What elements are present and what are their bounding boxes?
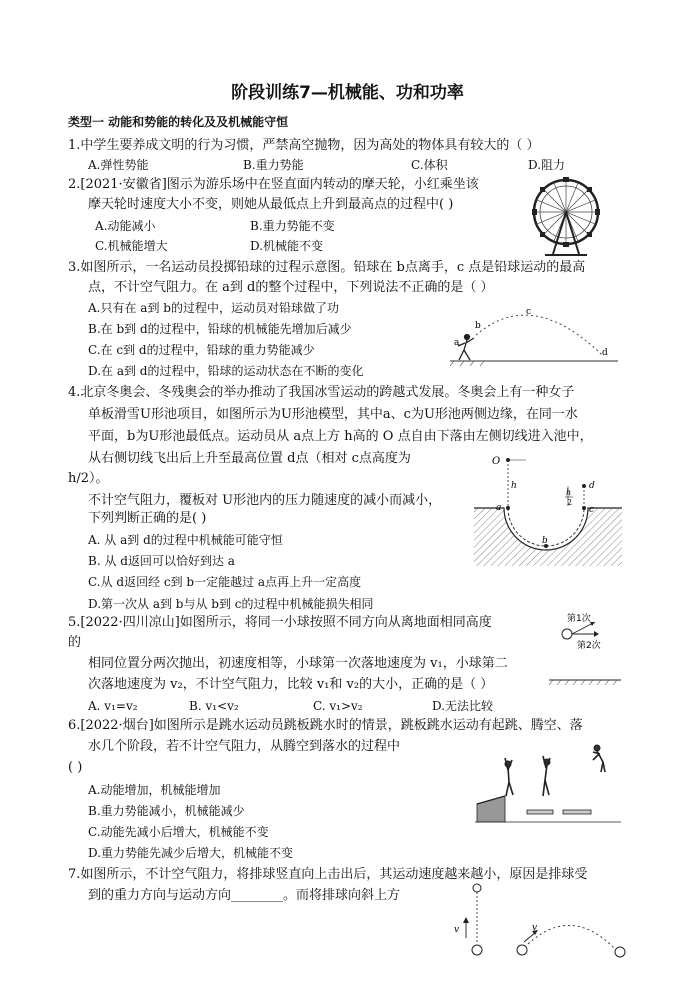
q4-option-b: B. 从 d返回可以恰好到达 a (88, 554, 235, 568)
q6-line-2: 水几个阶段，若不计空气阻力，从腾空到落水的过程中 (88, 739, 401, 754)
q4-line-2: 单板滑雪U形池项目，如图所示为U形池模型，其中a、c为U形池两侧边缘，在同一水 (88, 407, 578, 422)
q4-label-d: d (589, 481, 595, 491)
q2-line-2: 摩天轮时速度大小不变，则她从最低点上升到最高点的过程中( ) (88, 197, 454, 212)
q5-label-second: 第2次 (577, 641, 601, 651)
q1-stem: 1.中学生要养成文明的行为习惯，严禁高空抛物，因为高处的物体具有较大的（ ） (68, 138, 540, 153)
q4-option-d: D.第一次从 a到 b与从 b到 c的过程中机械能损失相同 (88, 597, 374, 611)
q7-line-2: 到的重力方向与运动方向________。而将排球向斜上方 (88, 888, 401, 903)
q5-line-2: 的 (68, 635, 82, 650)
q3-line-2: 点，不计空气阻力。在 a到 d的整个过程中，下列说法不正确的是（ ） (88, 280, 494, 295)
q4-label-c: c (589, 505, 595, 515)
q4-line-5: h/2）。 (68, 471, 109, 486)
q7-line-1: 7.如图所示，不计空气阻力，将排球竖直向上击出后，其运动速度越来越小，原因是排球受 (68, 867, 588, 882)
volleyball-figure (450, 880, 635, 960)
q1-option-d: D.阻力 (528, 158, 566, 172)
q4-label-O: O (492, 456, 501, 467)
q5-option-d: D.无法比较 (432, 699, 494, 713)
q3-label-a: a (454, 338, 460, 348)
q6-line-1: 6.[2022·烟台]如图所示是跳水运动员跳板跳水时的情景，跳板跳水运动有起跳、腾空、落 (68, 718, 583, 733)
q5-option-c: C. v₁>v₂ (313, 699, 363, 713)
q6-line-3: ( ) (68, 760, 83, 775)
q7-label-v-oblique: v (532, 923, 538, 933)
q4-option-c: C.从 d返回经 c到 b一定能越过 a点再上升一定高度 (88, 575, 362, 589)
q4-option-a: A. 从 a到 d的过程中机械能可能守恒 (88, 533, 283, 547)
q6-option-a: A.动能增加，机械能增加 (88, 783, 221, 797)
q4-line-7: 下列判断正确的是( ) (88, 511, 207, 526)
shot-put-figure (450, 305, 620, 367)
q1-option-c: C.体积 (411, 158, 448, 172)
q2-option-c: C.机械能增大 (95, 239, 168, 253)
q4-label-a: a (496, 503, 502, 513)
q4-line-3: 平面，b为U形池最低点。运动员从 a点上方 h高的 O 点自由下落由左侧切线进入池中， (88, 429, 593, 444)
q5-line-3: 相同位置分两次抛出，初速度相等，小球第一次落地速度为 v₁，小球第二 (88, 656, 508, 671)
q3-label-b: b (475, 321, 481, 331)
diving-figure (475, 738, 623, 826)
ferris-wheel-figure (525, 176, 607, 258)
q5-option-b: B. v₁<v₂ (189, 699, 239, 713)
q2-option-b: B.重力势能不变 (250, 219, 335, 233)
page-title: 阶段训练7—机械能、功和功率 (231, 83, 464, 103)
q2-option-a: A.动能减小 (95, 219, 156, 233)
q3-line-1: 3.如图所示，一名运动员投掷铅球的过程示意图。铅球在 b点离手，c 点是铅球运动的最高 (68, 260, 586, 275)
q6-option-d: D.重力势能先减少后增大，机械能不变 (88, 846, 294, 860)
q4-label-h: h (511, 481, 517, 491)
section-heading: 类型一 动能和势能的转化及及机械能守恒 (68, 115, 289, 129)
q5-line-1: 5.[2022·四川凉山]如图所示，将同一小球按照不同方向从离地面相同高度 (68, 615, 492, 630)
q1-option-b: B.重力势能 (243, 158, 304, 172)
q2-option-d: D.机械能不变 (250, 239, 324, 253)
q7-label-v-vertical: v (454, 925, 460, 935)
q3-option-d: D.在 a到 d的过程中，铅球的运动状态在不断的变化 (88, 364, 364, 378)
q4-line-1: 4.北京冬奥会、冬残奥会的举办推动了我国冰雪运动的跨越式发展。冬奥会上有一种女子 (68, 385, 575, 400)
q4-label-h-half: h (566, 488, 572, 497)
q3-label-d: d (602, 348, 608, 358)
q3-option-b: B.在 b到 d的过程中，铅球的机械能先增加后减少 (88, 322, 352, 336)
q3-option-c: C.在 c到 d的过程中，铅球的重力势能减少 (88, 343, 315, 357)
q4-line-4: 从右侧切线飞出后上升至最高位置 d点（相对 c点高度为 (88, 451, 411, 466)
q2-line-1: 2.[2021·安徽省]图示为游乐场中在竖直面内转动的摩天轮，小红乘坐该 (68, 177, 479, 192)
q4-label-b: b (542, 536, 548, 546)
q3-option-a: A.只有在 a到 b的过程中，运动员对铅球做了功 (88, 301, 339, 315)
q1-option-a: A.弹性势能 (88, 158, 149, 172)
u-shaped-pool-figure (474, 448, 622, 568)
q6-option-b: B.重力势能减小，机械能减少 (88, 804, 245, 818)
q5-label-first: 第1次 (567, 614, 591, 624)
q4-line-6: 不计空气阻力，覆板对 U形池内的压力随速度的减小而减小， (88, 493, 442, 508)
q3-label-c: c (526, 307, 532, 317)
ball-throw-figure (545, 610, 625, 690)
q6-option-c: C.动能先减小后增大，机械能不变 (88, 825, 269, 839)
q5-line-4: 次落地速度为 v₂，不计空气阻力，比较 v₁和 v₂的大小，正确的是（ ） (88, 677, 494, 692)
q5-option-a: A. v₁=v₂ (88, 699, 138, 713)
q4-label-two: 2 (567, 498, 573, 507)
